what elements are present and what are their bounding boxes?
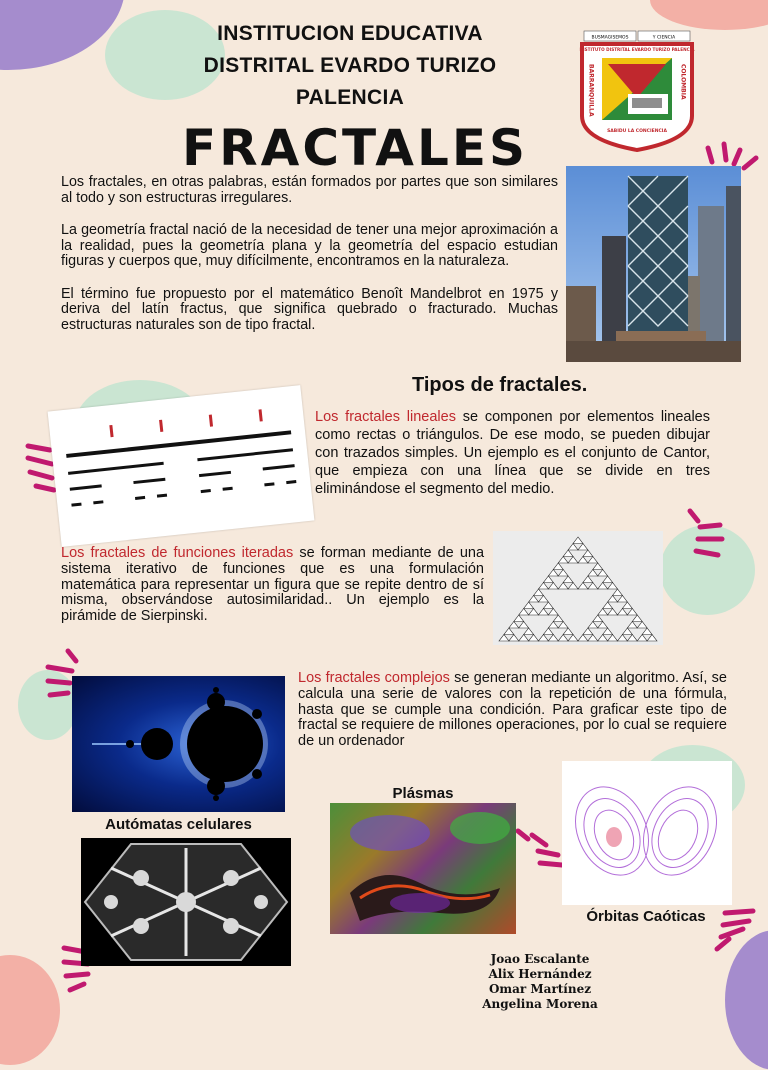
school-name-line-2: DISTRITAL EVARDO TURIZO xyxy=(203,54,497,77)
page-title: FRACTALES xyxy=(182,119,528,177)
sierpinski-triangle xyxy=(578,583,588,590)
types-heading: Tipos de fractales. xyxy=(412,374,588,396)
linear-fractals-text xyxy=(315,408,710,498)
peach-blob-top-right xyxy=(650,0,768,30)
intro-paragraph-2: La geometría fractal nació de la necesidad de tener una mejor aproximación a la realidad, pues la geometría plana y la geometría del espacio estudian figuras y cuerpos que, muy difícilmente, encontramos en la naturaleza. xyxy=(61,222,558,269)
sierpinski-triangle xyxy=(593,563,603,570)
linear-fractals-term: Los fractales lineales xyxy=(315,409,456,425)
peach-blob-bottom-left xyxy=(0,955,60,1065)
sierpinski-triangle xyxy=(637,622,647,629)
iterated-fractals-description: se forman mediante de una sistema iterativo de funciones que es una formulación matemática para representar un figura que se repite dentro de sí misma, observándose autosimilaridad.. Un ejemplo es la pirámide de Sierpinski. xyxy=(61,545,485,625)
automata-caption: Autómatas celulares xyxy=(105,816,252,833)
sierpinski-triangle xyxy=(598,609,608,616)
sierpinski-triangle xyxy=(608,583,618,590)
sierpinski-triangle xyxy=(578,635,588,642)
sierpinski-triangle xyxy=(539,583,549,590)
sierpinski-triangle xyxy=(593,615,603,622)
chaotic-orbits-image xyxy=(562,761,732,905)
sierpinski-triangle xyxy=(578,557,588,564)
sierpinski-triangle xyxy=(539,609,549,616)
sierpinski-triangle xyxy=(603,576,613,583)
sierpinski-triangle xyxy=(598,583,608,590)
sierpinski-pyramid-image xyxy=(493,531,663,645)
crest-banner-text: INSTITUTO DISTRITAL EVARDO TURIZO PALENCIA xyxy=(579,47,695,52)
complex-fractals-text xyxy=(298,671,727,750)
author-name: Alix Hernández xyxy=(488,967,592,981)
sierpinski-triangle xyxy=(553,615,563,622)
sierpinski-triangle xyxy=(618,596,628,603)
sierpinski-triangle xyxy=(637,635,647,642)
sierpinski-triangle xyxy=(504,628,514,635)
fractal-building-photo xyxy=(566,166,741,362)
accent-strokes-plasma xyxy=(510,825,570,870)
sierpinski-triangle xyxy=(578,544,588,551)
crest-top-left-text: BUSMAGISEMOS xyxy=(591,35,629,41)
author-name: Angelina Morena xyxy=(482,997,598,1011)
sierpinski-triangle xyxy=(622,628,632,635)
sierpinski-triangle xyxy=(529,609,539,616)
sierpinski-triangle xyxy=(608,596,618,603)
sierpinski-triangle xyxy=(563,628,573,635)
sierpinski-triangle xyxy=(573,537,583,544)
author-name: Joao Escalante xyxy=(490,952,590,966)
sierpinski-triangle xyxy=(603,602,613,609)
orbits-caption: Órbitas Caóticas xyxy=(586,908,706,925)
sierpinski-triangle xyxy=(548,570,558,577)
school-name xyxy=(120,18,580,114)
sierpinski-triangle xyxy=(548,635,558,642)
crest-left-vertical-text: BARRANQUILLA xyxy=(587,64,595,117)
crest-top-right-text: Y CIENCIA xyxy=(652,35,676,41)
plasma-fractal-image xyxy=(330,803,516,934)
sierpinski-triangle xyxy=(622,602,632,609)
sierpinski-triangle xyxy=(553,563,563,570)
linear-fractals-description: se componen por elementos lineales como rectas o triángulos. De ese modo, se pueden dibujar con trazados simples. Un ejemplo es el conjunto de Cantor, que empieza con una línea que se divide en tres eliminándose el segmento del medio. xyxy=(315,409,710,497)
sierpinski-triangle xyxy=(563,550,573,557)
iterated-fractals-text xyxy=(61,546,484,625)
intro-paragraph-3: El término fue propuesto por el matemático Benoît Mandelbrot en 1975 y deriva del latín fractus, que significa quebrado o fracturado. Muchas estructuras naturales son de tipo fractal. xyxy=(61,285,558,333)
sierpinski-triangle xyxy=(627,609,637,616)
sierpinski-triangle xyxy=(598,570,608,577)
intro-text xyxy=(61,175,558,350)
sierpinski-triangle xyxy=(583,550,593,557)
intro-paragraph-1: Los fractales, en otras palabras, están formados por partes que son similares al todo y son estructuras irregulares. xyxy=(61,174,558,206)
sierpinski-triangle xyxy=(558,570,568,577)
sierpinski-triangle xyxy=(524,628,534,635)
crest-right-vertical-text: COLOMBIA xyxy=(679,64,687,100)
sierpinski-triangle xyxy=(519,635,529,642)
sierpinski-triangle xyxy=(548,583,558,590)
sierpinski-triangle xyxy=(568,557,578,564)
iterated-fractals-term: Los fractales de funciones iteradas xyxy=(61,545,294,561)
sierpinski-triangle xyxy=(558,635,568,642)
mandelbrot-set-image xyxy=(72,676,285,812)
cellular-automata-image xyxy=(81,838,291,966)
sierpinski-triangle xyxy=(588,557,598,564)
sierpinski-triangle xyxy=(558,583,568,590)
complex-fractals-description: se generan mediante un algoritmo. Así, se calcula una serie de valores con la repetición de una fórmula, hasta que se cumple una condición. Para graficar este tipo de fractal se requiere de millones operaciones, por lo cual se requiere de un ordenador xyxy=(298,670,727,750)
sierpinski-triangle xyxy=(529,635,539,642)
sierpinski-triangle xyxy=(548,609,558,616)
sierpinski-triangle xyxy=(598,635,608,642)
sierpinski-triangle xyxy=(647,635,657,642)
sierpinski-triangle xyxy=(588,622,598,629)
sierpinski-triangle xyxy=(627,622,637,629)
sierpinski-triangle xyxy=(543,576,553,583)
sierpinski-triangle xyxy=(548,622,558,629)
sierpinski-triangle xyxy=(499,635,509,642)
authors-list xyxy=(440,952,640,1012)
sierpinski-triangle xyxy=(583,576,593,583)
sierpinski-triangle xyxy=(613,589,623,596)
author-name: Omar Martínez xyxy=(488,982,592,996)
sierpinski-triangle xyxy=(568,583,578,590)
sierpinski-triangle xyxy=(514,615,524,622)
sierpinski-triangle xyxy=(539,635,549,642)
sierpinski-triangle xyxy=(519,622,529,629)
complex-fractals-term: Los fractales complejos xyxy=(298,670,450,686)
sierpinski-triangle xyxy=(529,596,539,603)
school-name-line-3: PALENCIA xyxy=(295,86,405,109)
plasmas-caption: Plásmas xyxy=(392,785,454,802)
sierpinski-triangle xyxy=(618,635,628,642)
crest-bottom-text: SABIDU LA CONCIENCIA xyxy=(607,129,667,134)
sierpinski-triangle xyxy=(588,635,598,642)
sierpinski-triangle xyxy=(568,635,578,642)
sierpinski-triangle xyxy=(524,602,534,609)
sierpinski-triangle xyxy=(588,570,598,577)
accent-strokes-right-middle xyxy=(680,505,730,560)
school-name-line-1: INSTITUCION EDUCATIVA xyxy=(217,22,483,45)
sierpinski-triangle xyxy=(588,583,598,590)
cantor-set-image xyxy=(48,385,315,547)
sierpinski-triangle xyxy=(642,628,652,635)
sierpinski-triangle xyxy=(543,602,553,609)
sierpinski-triangle xyxy=(632,615,642,622)
sierpinski-triangle xyxy=(568,544,578,551)
sierpinski-triangle xyxy=(534,589,544,596)
sierpinski-triangle xyxy=(603,628,613,635)
sierpinski-triangle xyxy=(543,628,553,635)
sierpinski-triangle xyxy=(519,609,529,616)
sierpinski-triangle xyxy=(583,628,593,635)
sierpinski-triangle xyxy=(509,622,519,629)
sierpinski-triangle xyxy=(558,622,568,629)
sierpinski-triangle xyxy=(598,622,608,629)
sierpinski-triangle xyxy=(509,635,519,642)
sierpinski-triangle xyxy=(618,609,628,616)
sierpinski-triangle xyxy=(608,635,618,642)
school-crest xyxy=(578,28,696,152)
sierpinski-triangle xyxy=(558,557,568,564)
sierpinski-triangle xyxy=(627,635,637,642)
sierpinski-triangle xyxy=(608,609,618,616)
sierpinski-triangle xyxy=(563,576,573,583)
sierpinski-triangle xyxy=(539,596,549,603)
